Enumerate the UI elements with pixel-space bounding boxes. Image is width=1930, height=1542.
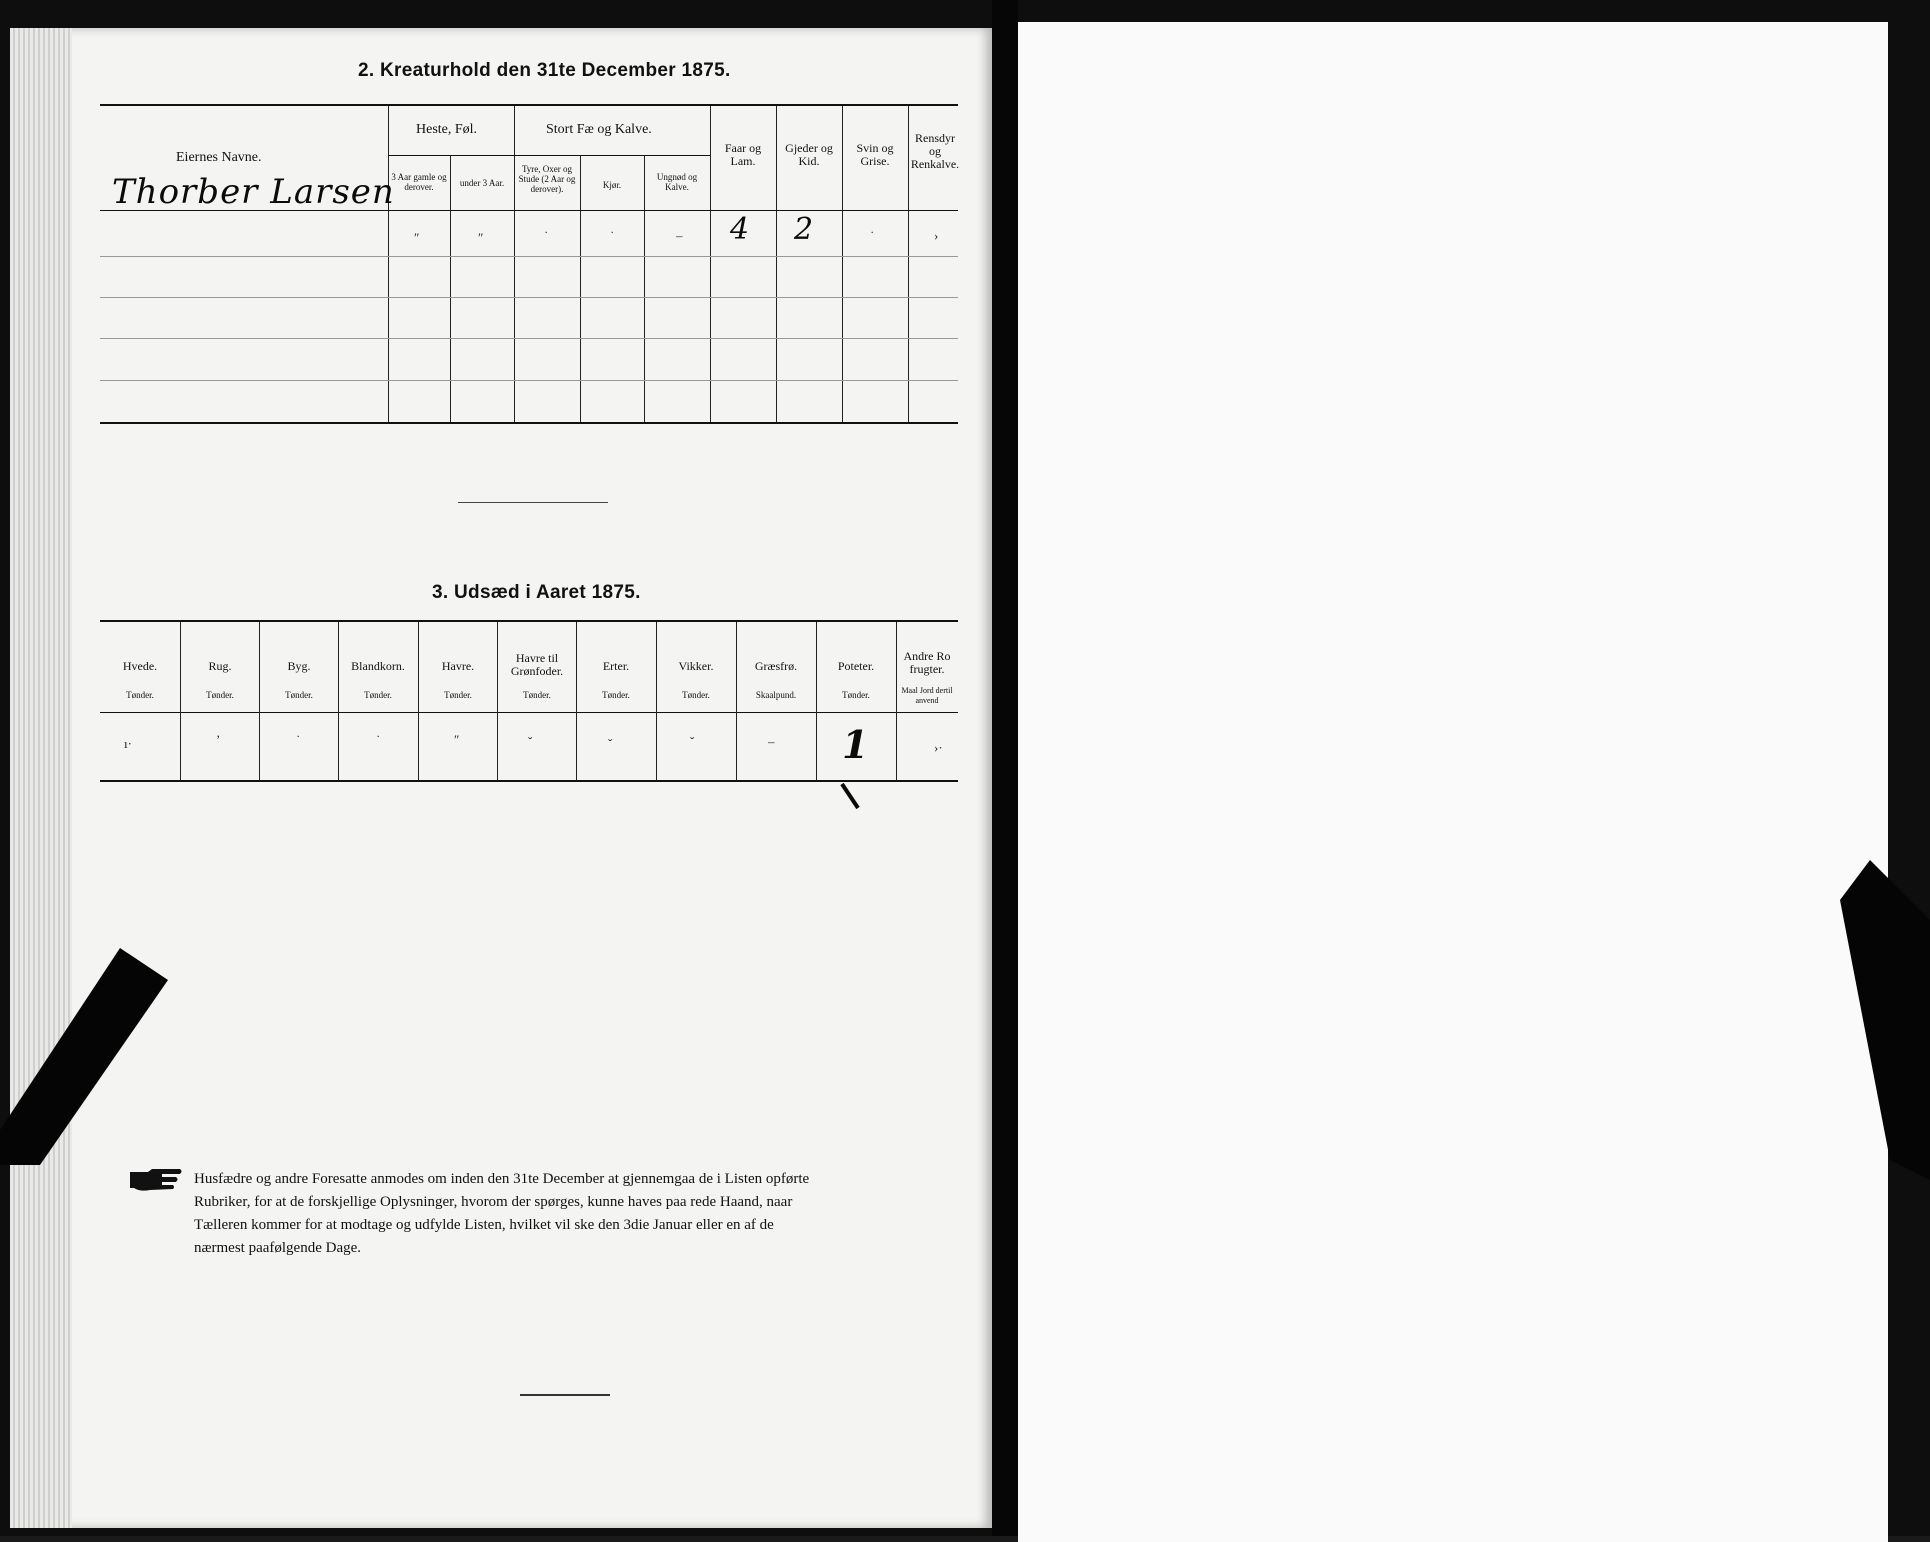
row-rule xyxy=(100,256,958,257)
unit-poteter: Tønder. xyxy=(842,690,870,700)
divider xyxy=(816,622,817,780)
col-faar: Faar og Lam. xyxy=(724,141,762,168)
tick-mark: ″ xyxy=(454,732,460,747)
col-heste-under3: under 3 Aar. xyxy=(459,178,505,188)
col-ungnod: Ungnød og Kalve. xyxy=(656,172,698,192)
value-poteter: 1 xyxy=(842,722,869,767)
divider xyxy=(338,622,339,780)
section-separator xyxy=(458,502,608,503)
unit-byg: Tønder. xyxy=(285,690,313,700)
divider xyxy=(710,106,711,422)
page-edge-stack xyxy=(10,28,72,1528)
tick-mark: ˙ xyxy=(610,228,615,243)
section3-top-rule xyxy=(100,620,958,622)
divider xyxy=(450,155,451,422)
col-tyre: Tyre, Oxer og Stude (2 Aar og derover). xyxy=(518,164,576,194)
unit-erter: Tønder. xyxy=(602,690,630,700)
unit-havre: Tønder. xyxy=(444,690,472,700)
unit-vikker: Tønder. xyxy=(682,690,710,700)
divider xyxy=(908,106,909,422)
section3-title: 3. Udsæd i Aaret 1875. xyxy=(432,582,641,603)
owner-name-handwritten: Thorber Larsen xyxy=(112,172,395,212)
unit-graesfro: Skaalpund. xyxy=(755,690,797,700)
divider xyxy=(576,622,577,780)
divider xyxy=(656,622,657,780)
col-erter: Erter. xyxy=(602,659,630,673)
tick-mark: – xyxy=(768,734,775,749)
section2-title: 2. Kreaturhold den 31te December 1875. xyxy=(358,60,731,81)
tick-mark: ›· xyxy=(934,740,943,755)
tick-mark: ″ xyxy=(414,230,420,245)
col-gjeder: Gjeder og Kid. xyxy=(785,141,833,168)
left-page xyxy=(10,28,992,1528)
divider xyxy=(776,106,777,422)
col-kjor: Kjør. xyxy=(602,180,622,190)
col-havre: Havre. xyxy=(441,659,475,673)
owner-header: Eiernes Navne. xyxy=(176,150,262,165)
tick-mark: ˙ xyxy=(544,228,549,243)
divider xyxy=(644,155,645,422)
section2-top-rule xyxy=(100,104,958,106)
divider xyxy=(514,106,515,422)
tick-mark: ’ xyxy=(216,732,221,747)
divider xyxy=(580,155,581,422)
tick-mark: ˙ xyxy=(376,732,381,747)
footer-rule xyxy=(520,1394,610,1396)
group-rule-heste xyxy=(388,155,514,156)
col-andre: Andre Ro frugter. xyxy=(903,649,951,676)
divider xyxy=(736,622,737,780)
value-faar: 4 xyxy=(730,212,750,247)
group-heste-label: Heste, Føl. xyxy=(416,122,478,137)
divider xyxy=(388,106,389,422)
tick-mark: ˇ xyxy=(608,736,613,751)
value-gjeder: 2 xyxy=(794,212,814,247)
col-hvede: Hvede. xyxy=(122,659,158,673)
tick-mark: ˇ xyxy=(528,734,533,749)
notice-line: Rubriker, for at de forskjellige Oplysninger, hvorom der spørges, kunne haves paa rede Haand, naar xyxy=(194,1194,793,1210)
col-svin: Svin og Grise. xyxy=(856,141,894,168)
bookmark-strip-left xyxy=(0,940,200,1170)
pointing-hand-icon xyxy=(128,1166,184,1194)
divider xyxy=(497,622,498,780)
right-page-blank xyxy=(1018,22,1888,1542)
row-rule xyxy=(100,338,958,339)
notice-line: nærmest paafølgende Dage. xyxy=(194,1240,362,1256)
col-heste-3aar: 3 Aar gamle og derover. xyxy=(391,172,447,192)
tick-mark: – xyxy=(676,228,683,243)
col-poteter: Poteter. xyxy=(837,659,875,673)
unit-andre: Maal Jord dertil anvend xyxy=(901,686,953,705)
section2-bottom-rule xyxy=(100,422,958,424)
notice-text xyxy=(194,1168,950,1260)
group-rule-stort-fae xyxy=(514,155,710,156)
col-graesfro: Græsfrø. xyxy=(754,659,798,673)
pen-stroke-mark xyxy=(836,782,866,812)
tick-mark: ˇ xyxy=(690,734,695,749)
tick-mark: ″ xyxy=(478,230,484,245)
divider xyxy=(896,622,897,780)
unit-blandkorn: Tønder. xyxy=(364,690,392,700)
notice-line: Husfædre og andre Foresatte anmodes om inden den 31te December at gjennemgaa de i Listen opførte xyxy=(194,1171,810,1187)
tick-mark: ˙ xyxy=(870,228,875,243)
section3-header-rule xyxy=(100,712,958,713)
col-gronfoder: Havre til Grønfoder. xyxy=(510,651,564,678)
col-vikker: Vikker. xyxy=(678,659,714,673)
unit-hvede: Tønder. xyxy=(126,690,154,700)
divider xyxy=(259,622,260,780)
notice-line: Tælleren kommer for at modtage og udfylde Listen, hvilket vil ske den 3die Januar eller en af de xyxy=(194,1217,774,1233)
tick-mark: › xyxy=(934,228,939,243)
unit-gronfoder: Tønder. xyxy=(523,690,551,700)
tick-mark: ˙ xyxy=(296,732,301,747)
row-rule xyxy=(100,297,958,298)
book-spine xyxy=(992,0,1018,1536)
divider xyxy=(842,106,843,422)
col-rug: Rug. xyxy=(208,659,232,673)
col-blandkorn: Blandkorn. xyxy=(351,659,405,673)
tick-mark: ı· xyxy=(124,736,132,751)
group-stort-fae-label: Stort Fæ og Kalve. xyxy=(546,122,652,137)
divider xyxy=(180,622,181,780)
divider xyxy=(418,622,419,780)
col-rensdyr: Rensdyr og Renkalve. xyxy=(910,131,960,171)
unit-rug: Tønder. xyxy=(206,690,234,700)
col-byg: Byg. xyxy=(287,659,311,673)
row-rule xyxy=(100,380,958,381)
bookmark-strip-right xyxy=(1830,860,1930,1180)
section3-bottom-rule xyxy=(100,780,958,782)
